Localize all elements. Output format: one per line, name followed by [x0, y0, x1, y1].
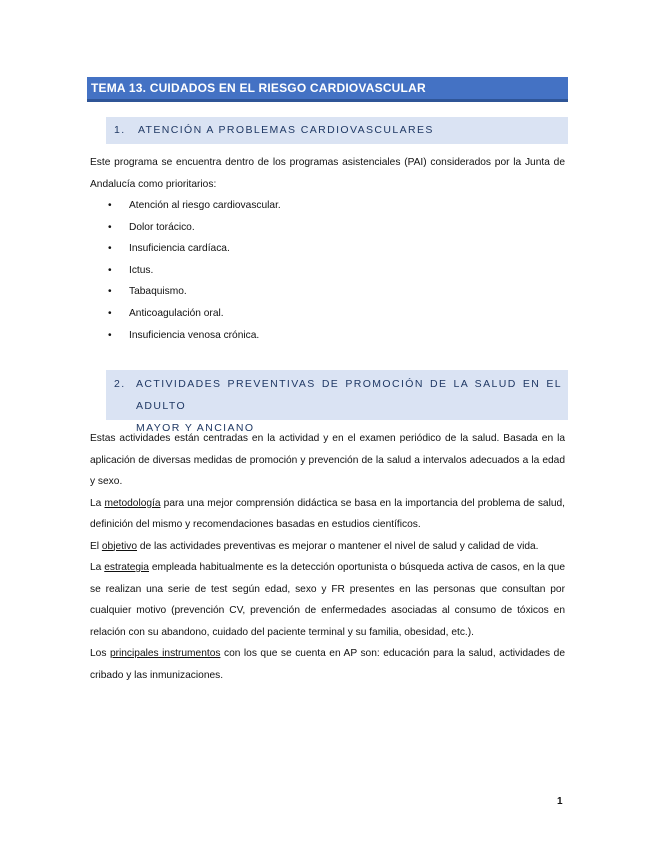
priority-list	[108, 195, 281, 346]
list-item-text: Anticoagulación oral.	[129, 307, 224, 319]
instruments-term: principales instrumentos	[109, 648, 221, 659]
bullet-icon: •	[108, 200, 112, 211]
section-heading-2	[106, 370, 568, 434]
methodology-term: metodología	[104, 497, 161, 509]
list-item-text: Tabaquismo.	[129, 286, 187, 298]
strategy-paragraph: La estrategia empleada habitualmente es la detección oportunista o búsqueda activa de casos, en la que se realizan una serie de test según edad, sexo y FR presentes en las personas que consultan por cualquier motivo (prevención CV, prevención de enfermedades asociadas al consumo de tóxicos en relación con su abandono, cuidado del paciente terminal y su familia, obesidad, etc.).	[90, 562, 565, 638]
objective-paragraph: El objetivo de las actividades preventivas es mejorar o mantener el nivel de salud y calidad de vida.	[90, 540, 539, 552]
section-title: ATENCIÓN A PROBLEMAS CARDIOVASCULARES	[137, 124, 434, 136]
list-item-text: Insuficiencia cardíaca.	[129, 243, 230, 255]
list-item	[108, 195, 281, 217]
document-title: TEMA 13. CUIDADOS EN EL RIESGO CARDIOVASCULAR	[87, 77, 568, 102]
activities-paragraph: Estas actividades están centradas en la actividad y en el examen periódico de la salud. Basada en la aplicación de diversas medidas de promoción y prevención de la salud a intervalos adecuados a la edad y sexo.	[90, 433, 565, 487]
bullet-icon: •	[108, 307, 112, 319]
instruments-paragraph: Los principales instrumentos con los que se cuenta en AP son: educación para la salud, actividades de cribado y las inmunizaciones.	[90, 648, 565, 681]
list-item-text: Ictus.	[129, 264, 154, 276]
list-item-text: Insuficiencia venosa crónica.	[129, 329, 260, 341]
bullet-icon: •	[108, 221, 112, 233]
bullet-icon: •	[108, 243, 112, 255]
list-item-text: Dolor torácico.	[129, 221, 195, 233]
list-item	[108, 325, 281, 347]
section-number: 2.	[114, 378, 126, 390]
objective-term: objetivo	[101, 540, 138, 552]
section-title-line2: MAYOR Y ANCIANO	[136, 422, 255, 434]
list-item	[108, 303, 281, 325]
list-item-text: Atención al riesgo cardiovascular.	[129, 200, 281, 211]
intro-paragraph: Este programa se encuentra dentro de los programas asistenciales (PAI) considerados por la Junta de Andalucía como prioritarios:	[90, 157, 565, 190]
section-title-line1	[114, 373, 562, 417]
bullet-icon: •	[108, 286, 112, 298]
methodology-paragraph: La metodología para una mejor comprensión didáctica se basa en la importancia del problema de salud, definición del mismo y recomendaciones basadas en estudios científicos.	[90, 497, 566, 530]
page-number: 1	[557, 796, 563, 807]
section-heading-1	[106, 117, 568, 144]
list-item	[108, 281, 281, 303]
body-text	[90, 428, 565, 686]
bullet-icon: •	[108, 329, 112, 341]
list-item	[108, 260, 281, 282]
section-title: ACTIVIDADES PREVENTIVAS DE PROMOCIÓN DE LA SALUD EN EL ADULTO	[136, 378, 562, 412]
section-number: 1.	[114, 124, 126, 136]
strategy-term: estrategia	[104, 562, 149, 573]
bullet-icon: •	[108, 264, 112, 276]
list-item	[108, 217, 281, 239]
list-item	[108, 238, 281, 260]
